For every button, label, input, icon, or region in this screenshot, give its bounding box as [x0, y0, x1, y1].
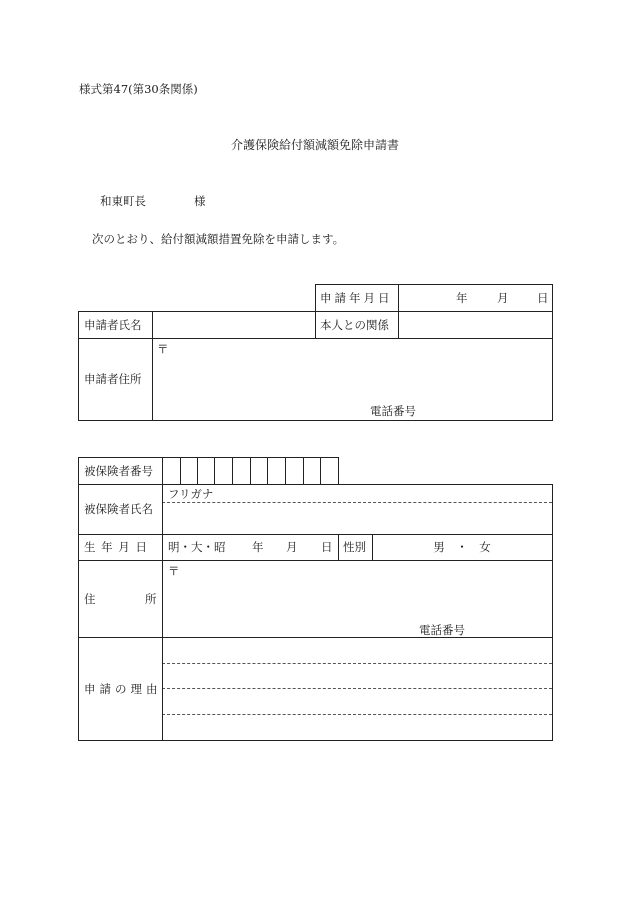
insured-name-label: 被保険者氏名: [84, 502, 153, 516]
applicant-address-label: 申請者住所: [84, 372, 142, 386]
reason-label: 申請の理由: [84, 681, 162, 696]
birth-month-label: 月: [286, 540, 298, 554]
reason-line-4[interactable]: [163, 715, 552, 740]
insured-address-label-2: 所: [145, 591, 157, 606]
document-title: 介護保険給付額減額免除申請書: [230, 138, 399, 152]
birth-day-label: 日: [321, 540, 333, 554]
insured-postal-mark-icon: 〒: [168, 564, 180, 578]
insured-number-field[interactable]: [163, 458, 338, 484]
insured-address-label-1: 住: [84, 591, 96, 606]
insured-number-label: 被保険者番号: [84, 463, 153, 478]
application-day-label: 日: [537, 290, 549, 305]
insured-address-field[interactable]: [180, 575, 545, 617]
postal-mark-icon: 〒: [157, 342, 169, 356]
applicant-phone-label: 電話番号: [370, 404, 416, 418]
reason-line-2[interactable]: [163, 664, 552, 688]
reason-line-3[interactable]: [163, 689, 552, 714]
application-month-label: 月: [497, 290, 509, 305]
intro-text: 次のとおり、給付額減額措置免除を申請します。: [92, 232, 345, 246]
applicant-name-label: 申請者氏名: [84, 317, 142, 332]
application-year-label: 年: [456, 290, 468, 305]
gender-options[interactable]: 男 ・ 女: [433, 540, 491, 554]
addressee: 和東町長: [100, 194, 146, 208]
insured-name-field[interactable]: [168, 505, 548, 531]
relation-label: 本人との関係: [320, 317, 389, 332]
applicant-address-field[interactable]: [170, 350, 545, 395]
form-number: 様式第47(第30条関係): [79, 82, 198, 96]
gender-label: 性別: [343, 540, 366, 554]
birth-date-label: 生 年 月 日: [84, 540, 148, 554]
applicant-name-field[interactable]: [156, 311, 311, 338]
birth-year-label: 年: [252, 540, 264, 554]
reason-line-1[interactable]: [163, 638, 552, 663]
furigana-label: フリガナ: [168, 487, 214, 501]
insured-phone-label: 電話番号: [419, 623, 465, 637]
era-options[interactable]: 明・大・昭: [168, 540, 226, 554]
honorific: 様: [194, 194, 206, 208]
application-date-label: 申請年月日: [320, 290, 393, 305]
relation-field[interactable]: [402, 311, 548, 338]
